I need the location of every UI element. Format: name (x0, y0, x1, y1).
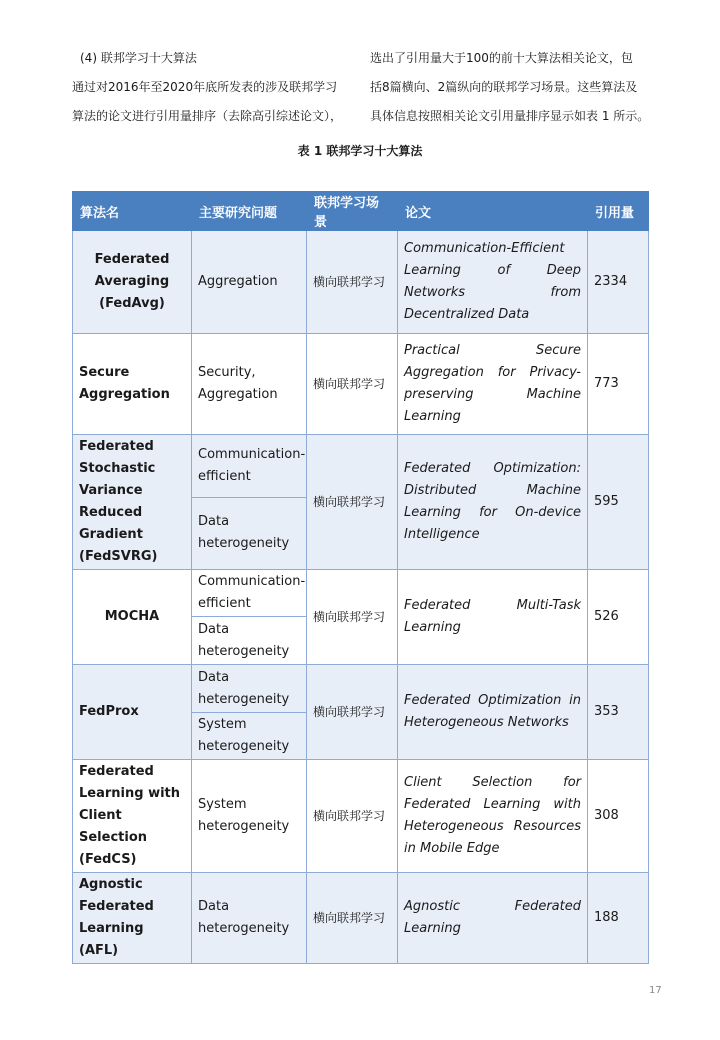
citation-count: 353 (588, 665, 649, 760)
table-row (73, 435, 649, 498)
fl-scenario: 横向联邦学习 (307, 334, 398, 435)
research-problem: Data heterogeneity (192, 665, 307, 713)
fl-scenario: 横向联邦学习 (307, 435, 398, 570)
intro-line: 通过对2016年至2020年底所发表的涉及联邦学习 (72, 80, 338, 94)
paper-title: Agnostic Federated Learning (398, 873, 588, 964)
fl-scenario: 横向联邦学习 (307, 231, 398, 334)
paper-title: Client Selection for Federated Learning with Heterogeneous Resources in Mobile Edge (398, 760, 588, 873)
table-row (73, 760, 649, 873)
research-problem: System heterogeneity (192, 713, 307, 760)
paper-title: Federated Optimization in Heterogeneous Networks (398, 665, 588, 760)
header-algorithm-name: 算法名 (73, 192, 192, 231)
table-row (73, 873, 649, 964)
intro-line: 算法的论文进行引用量排序（去除高引综述论文）， (72, 109, 343, 123)
table-caption: 表 1 联邦学习十大算法 (297, 144, 423, 158)
research-problem: Data heterogeneity (192, 873, 307, 964)
intro-left-column (72, 44, 354, 131)
algorithm-name: MOCHA (73, 570, 192, 665)
paper-title: Federated Optimization: Distributed Machine Learning for On-device Intelligence (398, 435, 588, 570)
paper-title: Communication-Efficient Learning of Deep Networks from Decentralized Data (398, 231, 588, 334)
table-row (73, 665, 649, 713)
citation-count: 308 (588, 760, 649, 873)
research-problem: Communication-efficient (192, 570, 307, 617)
research-problem: Security, Aggregation (192, 334, 307, 435)
page-number: 17 (649, 985, 662, 996)
fl-scenario: 横向联邦学习 (307, 873, 398, 964)
header-citations: 引用量 (588, 192, 649, 231)
intro-line: 具体信息按照相关论文引用量排序显示如表 1 所示。 (370, 109, 650, 123)
intro-right-column (370, 44, 652, 131)
algorithm-name: Secure Aggregation (73, 334, 192, 435)
intro-line: 选出了引用量大于100的前十大算法相关论文，包 (370, 51, 633, 65)
fl-scenario: 横向联邦学习 (307, 760, 398, 873)
intro-paragraph (72, 44, 652, 131)
intro-line: (4) 联邦学习十大算法 (80, 51, 197, 65)
research-problem: Communication-efficient (192, 435, 307, 498)
paper-title: Federated Multi-Task Learning (398, 570, 588, 665)
algorithm-name: FedProx (73, 665, 192, 760)
algorithms-table (72, 191, 649, 964)
citation-count: 773 (588, 334, 649, 435)
algorithm-name: Federated Learning with Client Selection (FedCS) (73, 760, 192, 873)
table-header-row (73, 192, 649, 231)
algorithm-name: Agnostic Federated Learning (AFL) (73, 873, 192, 964)
header-main-problem: 主要研究问题 (192, 192, 307, 231)
table-row (73, 334, 649, 435)
fl-scenario: 横向联邦学习 (307, 665, 398, 760)
intro-line: 括8篇横向、2篇纵向的联邦学习场景。这些算法及 (370, 80, 638, 94)
research-problem: Aggregation (192, 231, 307, 334)
citation-count: 188 (588, 873, 649, 964)
citation-count: 595 (588, 435, 649, 570)
paper-title: Practical Secure Aggregation for Privacy-preserving Machine Learning (398, 334, 588, 435)
table-row (73, 570, 649, 617)
research-problem: System heterogeneity (192, 760, 307, 873)
research-problem: Data heterogeneity (192, 617, 307, 665)
algorithm-name: Federated Stochastic Variance Reduced Gradient (FedSVRG) (73, 435, 192, 570)
header-fl-scenario: 联邦学习场景 (307, 192, 398, 231)
research-problem: Data heterogeneity (192, 497, 307, 569)
fl-scenario: 横向联邦学习 (307, 570, 398, 665)
citation-count: 526 (588, 570, 649, 665)
table-row (73, 231, 649, 334)
algorithm-name: Federated Averaging (FedAvg) (73, 231, 192, 334)
header-paper: 论文 (398, 192, 588, 231)
citation-count: 2334 (588, 231, 649, 334)
